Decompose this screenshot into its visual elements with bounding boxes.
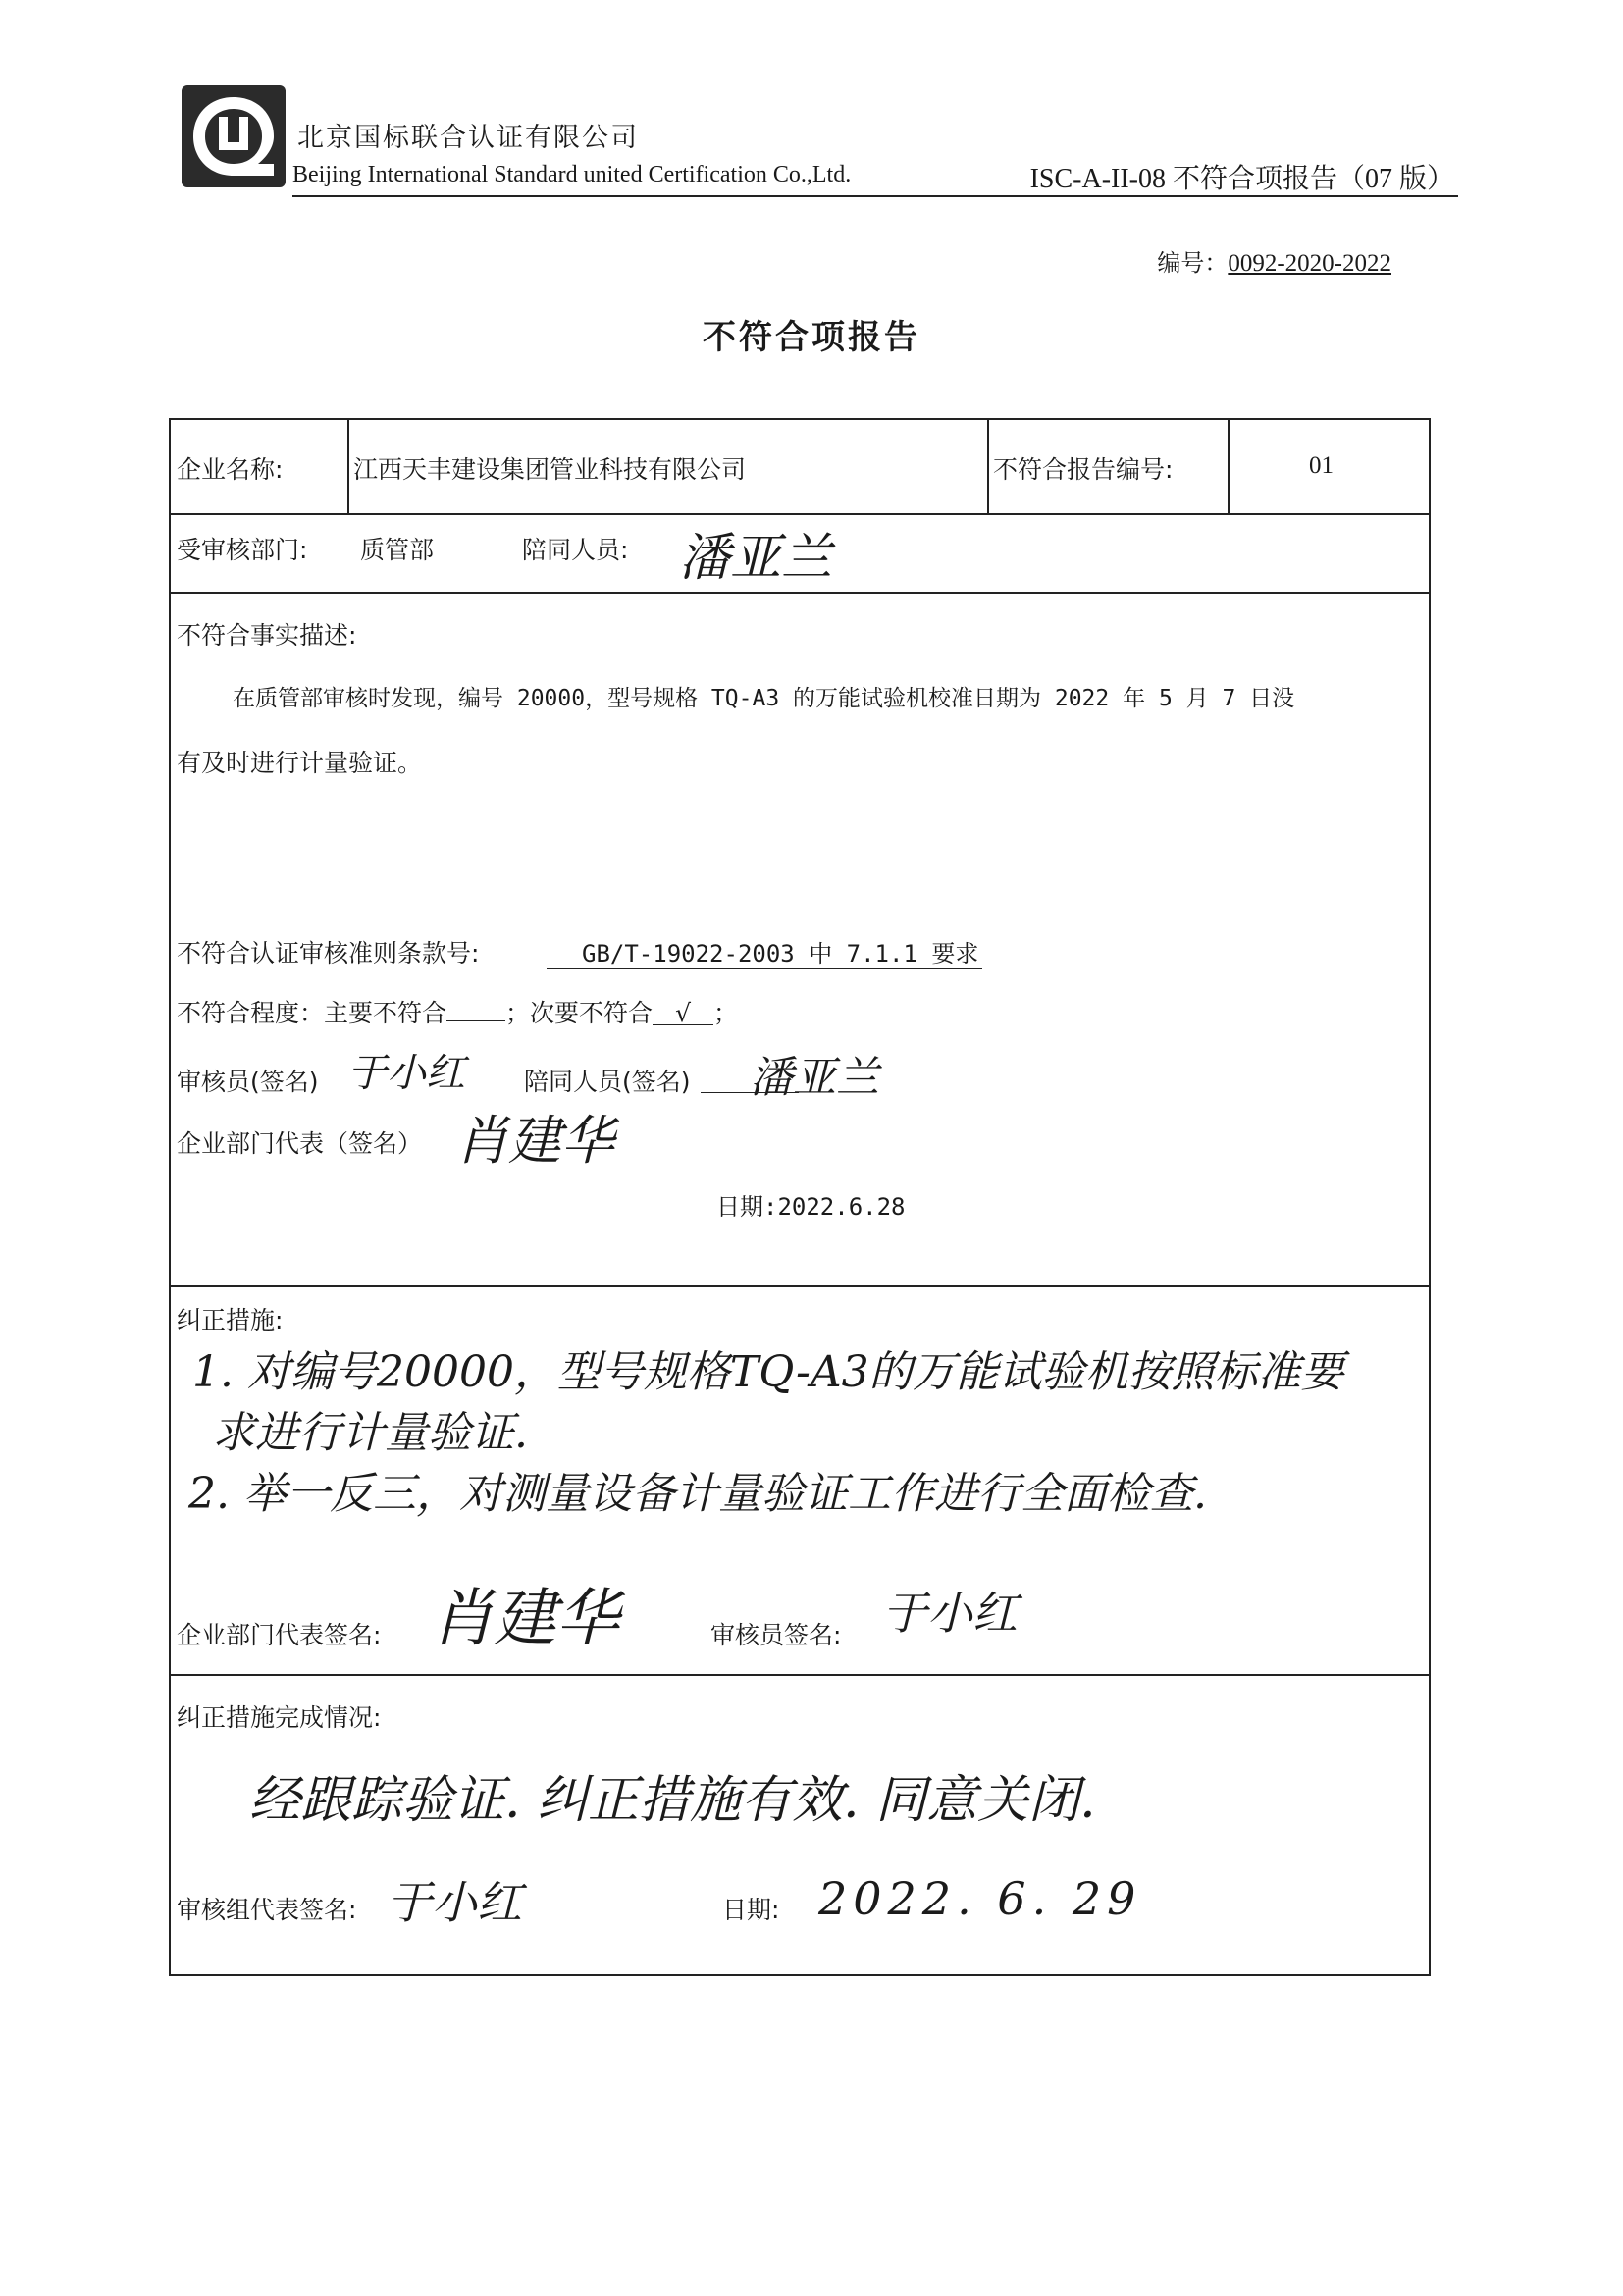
team-signature: 于小红 xyxy=(387,1876,522,1929)
clause-value: GB/T-19022-2003 中 7.1.1 要求 xyxy=(547,934,982,969)
correction-auditor-signature: 于小红 xyxy=(882,1587,1018,1640)
correction-rep-label: 企业部门代表签名: xyxy=(177,1621,382,1649)
auditor-signature: 于小红 xyxy=(347,1051,465,1096)
degree-major-label: 不符合程度：主要不符合 xyxy=(177,999,447,1027)
degree-major-blank xyxy=(446,995,505,1021)
degree-minor-mark: √ xyxy=(653,999,713,1025)
degree-minor-label: ；次要不符合 xyxy=(505,999,654,1027)
escort-label: 陪同人员: xyxy=(522,536,629,564)
report-no-value: 01 xyxy=(1309,452,1334,479)
escort-signature: 潘亚兰 xyxy=(679,529,833,588)
company-name-cn: 北京国标联合认证有限公司 xyxy=(297,123,639,153)
completion-label: 纠正措施完成情况: xyxy=(177,1703,382,1732)
divider xyxy=(347,420,349,513)
divider xyxy=(987,420,989,513)
company-name-en: Beijing International Standard united Certification Co.,Ltd. xyxy=(292,162,852,187)
divider xyxy=(1228,420,1230,513)
company-value: 江西天丰建设集团管业科技有限公司 xyxy=(353,455,747,484)
clause-label: 不符合认证审核准则条款号: xyxy=(177,939,480,967)
report-no-label: 不符合报告编号: xyxy=(993,455,1174,484)
serial-label: 编号： xyxy=(1157,249,1229,277)
rep-signature: 肖建华 xyxy=(455,1110,614,1172)
facts-line-2: 有及时进行计量验证。 xyxy=(177,749,423,777)
document-code: ISC-A-II-08 不符合项报告（07 版） xyxy=(1029,164,1454,194)
degree-line xyxy=(177,994,738,1029)
correction-auditor-label: 审核员签名: xyxy=(710,1621,842,1649)
page-title: 不符合项报告 xyxy=(703,318,920,357)
correction-hand-line-1: 1. 对编号20000，型号规格TQ-A3的万能试验机按照标准要 xyxy=(192,1347,1344,1397)
facts-line-1: 在质管部审核时发现，编号 20000，型号规格 TQ-A3 的万能试验机校准日期为 2022 年 5 月 7 日没 xyxy=(233,686,1295,711)
escort-sig-line xyxy=(701,1092,799,1093)
correction-rep-signature: 肖建华 xyxy=(431,1583,619,1655)
row-divider xyxy=(171,1674,1429,1676)
header-rule xyxy=(292,195,1458,197)
completion-date-label: 日期: xyxy=(722,1896,780,1924)
correction-label: 纠正措施: xyxy=(177,1306,284,1334)
correction-hand-line-2: 求进行计量验证. xyxy=(212,1408,528,1458)
row-divider xyxy=(171,513,1429,515)
row-divider xyxy=(171,592,1429,594)
serial-value: 0092-2020-2022 xyxy=(1228,250,1391,277)
completion-hand-date: 2022. 6. 29 xyxy=(818,1872,1142,1925)
facts-label: 不符合事实描述: xyxy=(177,621,357,650)
escort-sig-signature: 潘亚兰 xyxy=(750,1053,879,1103)
degree-suffix: ； xyxy=(713,999,739,1027)
company-logo xyxy=(180,83,288,189)
nonconformity-form xyxy=(169,418,1431,1976)
escort-sig-label: 陪同人员(签名) xyxy=(524,1068,691,1096)
rep-sig-label: 企业部门代表（签名） xyxy=(177,1129,423,1158)
team-sig-label: 审核组代表签名: xyxy=(177,1896,357,1924)
auditor-sig-label: 审核员(签名) xyxy=(177,1068,319,1096)
dept-label: 受审核部门: xyxy=(177,536,308,564)
row-divider xyxy=(171,1285,1429,1287)
dept-value: 质管部 xyxy=(360,536,435,564)
serial-number xyxy=(1157,243,1391,278)
correction-hand-line-3: 2. 举一反三，对测量设备计量验证工作进行全面检查. xyxy=(188,1469,1207,1519)
facts-date: 日期:2022.6.28 xyxy=(716,1193,906,1221)
completion-hand-text: 经跟踪验证. 纠正措施有效. 同意关闭. xyxy=(249,1771,1096,1830)
company-label: 企业名称: xyxy=(177,455,284,484)
